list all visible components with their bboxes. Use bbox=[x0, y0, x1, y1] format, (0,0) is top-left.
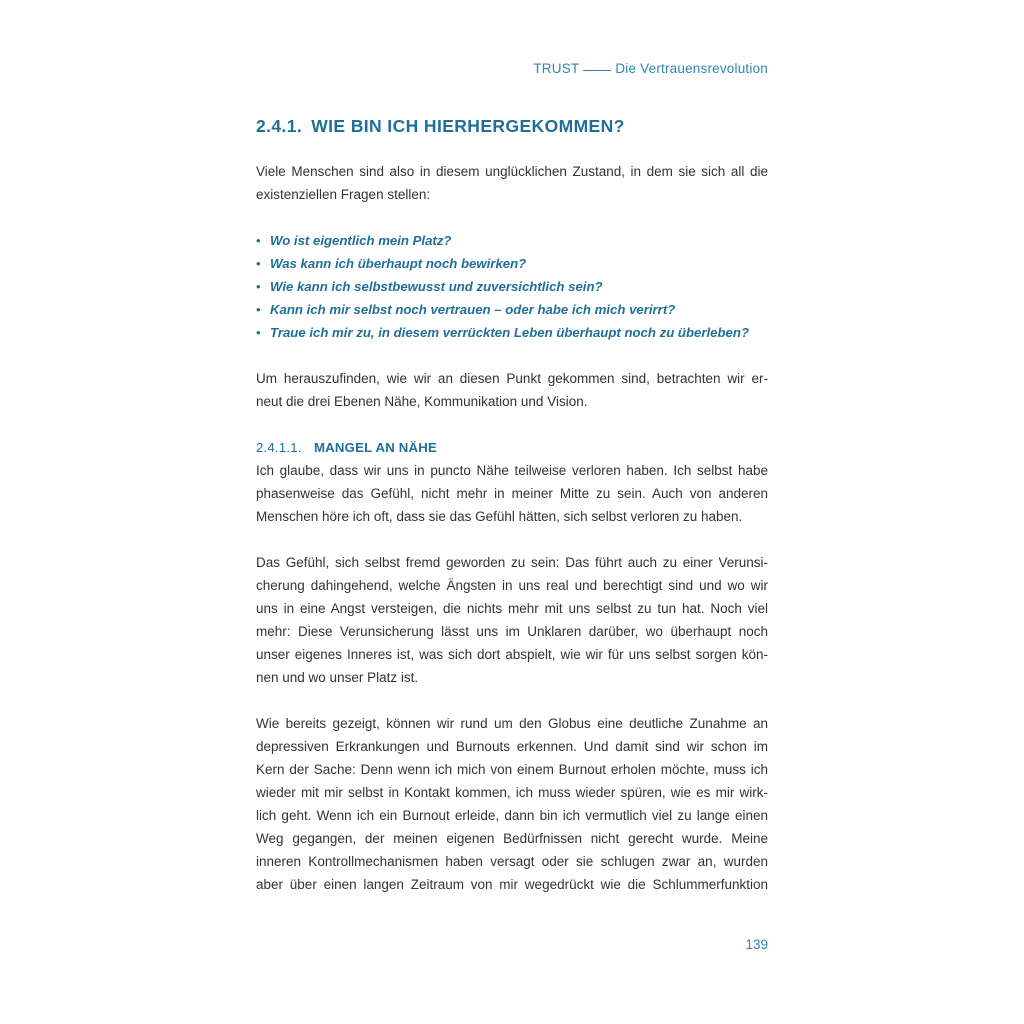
paragraph bbox=[256, 459, 768, 528]
list-item bbox=[256, 298, 768, 321]
text-line: wieder mit mir selbst in Kontakt kommen, ich muss wieder spüren, wie es mir wirk- bbox=[256, 785, 768, 800]
book-page bbox=[256, 0, 768, 1024]
text-line: Um herauszufinden, wie wir an diesen Punkt gekommen sind, betrachten wir er- bbox=[256, 371, 768, 386]
text-line: Viele Menschen sind also in diesem unglücklichen Zustand, in dem sie sich all die bbox=[256, 164, 768, 179]
subsection-number: 2.4.1.1. bbox=[256, 440, 302, 455]
list-item bbox=[256, 252, 768, 275]
page-number: 139 bbox=[745, 937, 768, 952]
text-line: lich geht. Wenn ich ein Burnout erleide, dann bin ich vermutlich viel zu lange einen bbox=[256, 808, 768, 823]
running-header-book-title: TRUST bbox=[533, 61, 580, 76]
paragraph bbox=[256, 712, 768, 896]
bullet-icon: • bbox=[256, 325, 261, 340]
text-line: cherung dahingehend, welche Ängsten in uns real und berechtigt sind und wo wir bbox=[256, 578, 768, 593]
section-title-text: WIE BIN ICH HIERHERGEKOMMEN? bbox=[311, 116, 625, 136]
section-number: 2.4.1. bbox=[256, 116, 303, 136]
running-header bbox=[533, 61, 768, 76]
text-line: mehr: Diese Verunsicherung lässt uns im Unklaren darüber, wo überhaupt noch bbox=[256, 624, 768, 639]
text-line: aber über einen langen Zeitraum von mir wegedrückt wie die Schlummerfunktion bbox=[256, 877, 768, 892]
bullet-icon: • bbox=[256, 302, 261, 317]
question-text: Wie kann ich selbstbewusst und zuversichtlich sein? bbox=[270, 279, 603, 294]
paragraph bbox=[256, 551, 768, 689]
text-line: Wie bereits gezeigt, können wir rund um den Globus eine deutliche Zunahme an bbox=[256, 716, 768, 731]
text-line: Weg gegangen, der meinen eigenen Bedürfnissen nicht gerecht wurde. Meine bbox=[256, 831, 768, 846]
bullet-icon: • bbox=[256, 233, 261, 248]
running-header-rule bbox=[583, 70, 611, 71]
text-line: uns in eine Angst versteigen, die nichts mehr mit uns selbst zu tun hat. Noch viel bbox=[256, 601, 768, 616]
text-line: Das Gefühl, sich selbst fremd geworden zu sein: Das führt auch zu einer Verunsi- bbox=[256, 555, 768, 570]
text-line: unser eigenes Inneres ist, was sich dort abspielt, wie wir für uns selbst sorgen kön- bbox=[256, 647, 768, 662]
subsection-heading bbox=[256, 436, 768, 459]
text-line: Ich glaube, dass wir uns in puncto Nähe teilweise verloren haben. Ich selbst habe bbox=[256, 463, 768, 478]
question-text: Kann ich mir selbst noch vertrauen – oder habe ich mich verirrt? bbox=[270, 302, 676, 317]
subsection-title: MANGEL AN NÄHE bbox=[314, 440, 437, 455]
text-line: Menschen höre ich oft, dass sie das Gefühl hätten, sich selbst verloren zu haben. bbox=[256, 509, 743, 524]
body-text bbox=[256, 160, 768, 896]
question-text: Was kann ich überhaupt noch bewirken? bbox=[270, 256, 527, 271]
question-text: Traue ich mir zu, in diesem verrückten Leben überhaupt noch zu überleben? bbox=[270, 325, 749, 340]
bullet-icon: • bbox=[256, 256, 261, 271]
question-list bbox=[256, 229, 768, 344]
transition-paragraph bbox=[256, 367, 768, 413]
text-line: nen und wo unser Platz ist. bbox=[256, 670, 419, 685]
text-line: Kern der Sache: Denn wenn ich mich von einem Burnout erholen möchte, muss ich bbox=[256, 762, 768, 777]
running-header-subtitle: Die Vertrauensrevolution bbox=[615, 61, 768, 76]
section-title bbox=[256, 116, 625, 137]
intro-paragraph bbox=[256, 160, 768, 206]
list-item bbox=[256, 321, 768, 344]
list-item bbox=[256, 275, 768, 298]
text-line: existenziellen Fragen stellen: bbox=[256, 187, 431, 202]
list-item bbox=[256, 229, 768, 252]
bullet-icon: • bbox=[256, 279, 261, 294]
question-text: Wo ist eigentlich mein Platz? bbox=[270, 233, 452, 248]
text-line: inneren Kontrollmechanismen haben versagt oder sie schlugen zwar an, wurden bbox=[256, 854, 768, 869]
text-line: neut die drei Ebenen Nähe, Kommunikation und Vision. bbox=[256, 394, 588, 409]
text-line: phasenweise das Gefühl, nicht mehr in meiner Mitte zu sein. Auch von anderen bbox=[256, 486, 768, 501]
text-line: depressiven Erkrankungen und Burnouts erkennen. Und damit sind wir schon im bbox=[256, 739, 768, 754]
